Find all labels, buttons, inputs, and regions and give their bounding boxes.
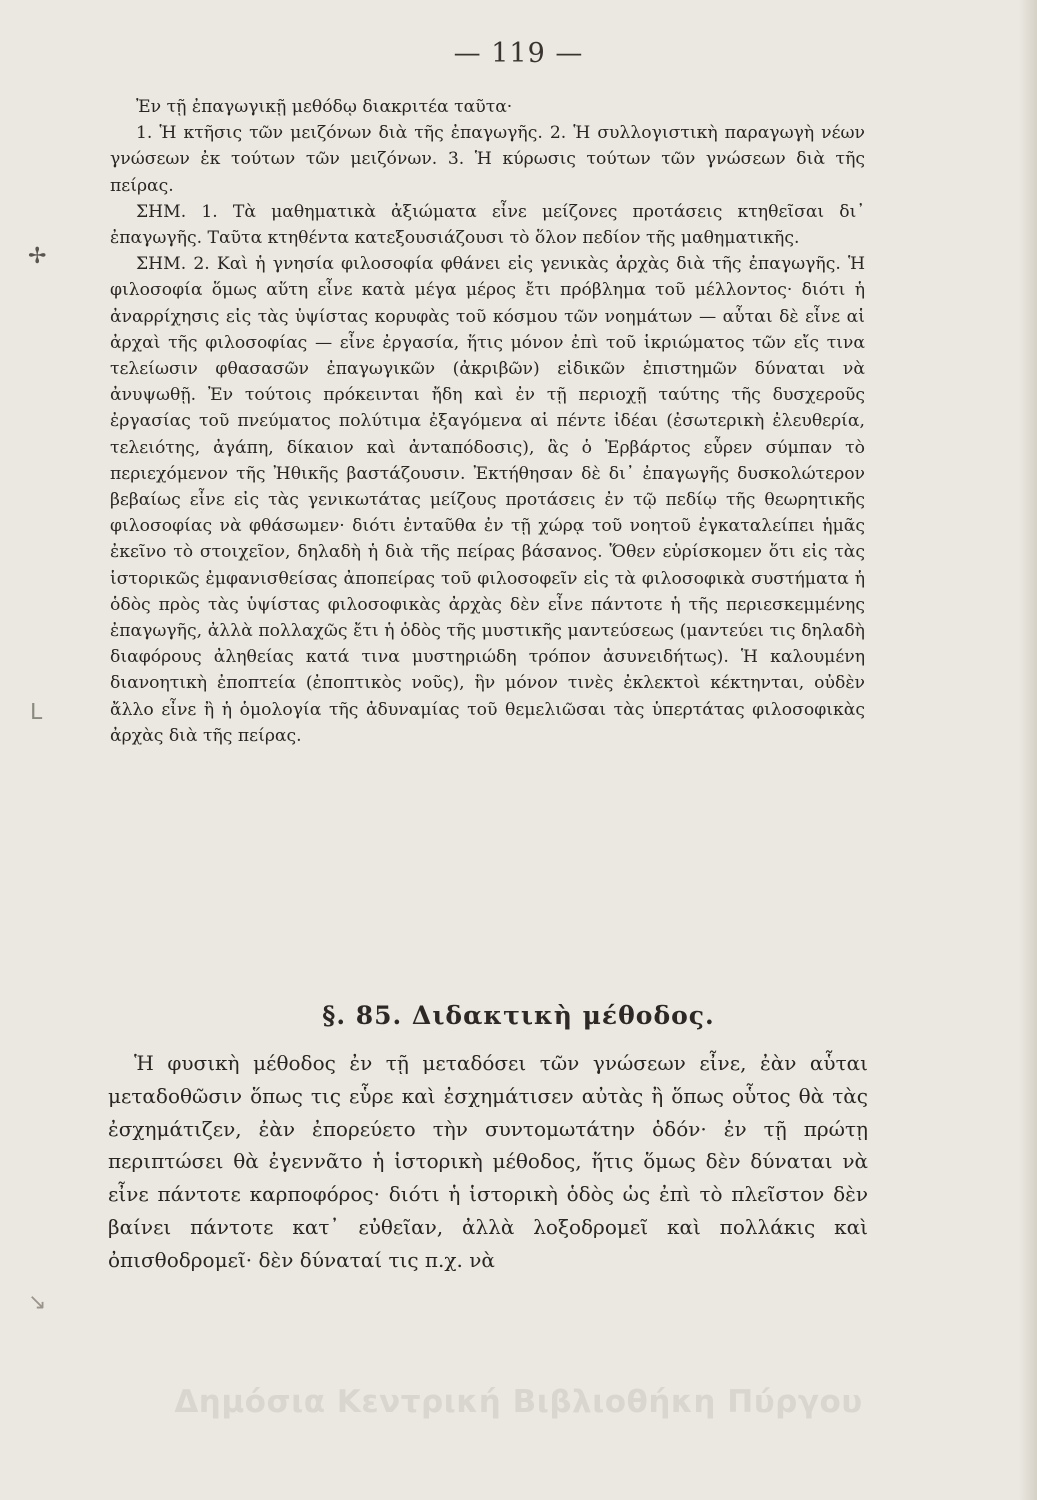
- section-heading: §. 85. Διδακτικὴ μέθοδος.: [322, 1001, 715, 1030]
- lower-text-block: [108, 1047, 868, 1277]
- margin-mark-icon: ✢: [28, 244, 47, 269]
- intro-line: Ἐν τῇ ἐπαγωγικῇ μεθόδῳ διακριτέα ταῦτα·: [136, 97, 513, 117]
- enumeration-paragraph: 1. Ἡ κτῆσις τῶν μειζόνων διὰ τῆς ἐπαγωγῆς. 2. Ἡ συλλογιστικὴ παραγωγὴ νέων γνώσεων ἐκ τούτων τῶν μειζόνων. 3. Ἡ κύρωσις τούτων τῶν γνώσεων διὰ τῆς πείρας.: [110, 123, 865, 196]
- note-2-paragraph: ΣΗΜ. 2. Καὶ ἡ γνησία φιλοσοφία φθάνει εἰς γενικὰς ἀρχὰς διὰ τῆς ἐπαγωγῆς. Ἡ φιλοσοφία ὅμως αὕτη εἶνε κατὰ μέγα μέρος ἔτι πρόβλημα τοῦ μέλλοντος· διότι ἡ ἀναρρίχησις εἰς τὰς ὑψίστας κορυφὰς τοῦ κόσμου τῶν νοημάτων — αὗται δὲ εἶνε αἱ ἀρχαὶ τῆς φιλοσοφίας — εἶνε ἐργασία, ἥτις μόνον ἐπὶ τοῦ ἱκριώματος τῶν εἴς τινα τελείωσιν φθασασῶν ἐπαγωγικῶν (ἀκριβῶν) εἰδικῶν ἐπιστημῶν δύναται νὰ ἀνυψωθῇ. Ἐν τούτοις πρόκεινται ἤδη καὶ ἐν τῇ περιοχῇ ταύτης τῆς δυσχεροῦς ἐργασίας τοῦ πνεύματος πολύτιμα ἐξαγόμενα αἱ πέντε ἰδέαι (ἐσωτερικὴ ἐλευθερία, τελειότης, ἀγάπη, δίκαιον καὶ ἀνταπόδοσις), ἃς ὁ Ἑρβάρτος εὗρεν σύμπαν τὸ περιεχόμενον τῆς Ἠθικῆς βαστάζουσιν. Ἐκτήθησαν δὲ δι᾽ ἐπαγωγῆς δυσκολώτερον βεβαίως εἶνε εἰς τὰς γενικωτάτας μείζους προτάσεις ἐν τῷ πεδίῳ τῆς θεωρητικῆς φιλοσοφίας νὰ φθάσωμεν· διότι ἐνταῦθα ἐν τῇ χώρᾳ τοῦ νοητοῦ ἐγκαταλείπει ἡμᾶς ἐκεῖνο τὸ στοιχεῖον, δηλαδὴ ἡ διὰ τῆς πείρας βάσανος. Ὅθεν εὑρίσκομεν ὅτι εἰς τὰς ἱστορικῶς ἐμφανισθείσας ἀποπείρας τοῦ φιλοσοφεῖν εἰς τὰ φιλοσοφικὰ συστήματα ἡ ὁδὸς πρὸς τὰς ὑψίστας φιλοσοφικὰς ἀρχὰς δὲν εἶνε πάντοτε ἡ τῆς περιεσκεμμένης ἐπαγωγῆς, ἀλλὰ πολλαχῶς ἔτι ἡ ὁδὸς τῆς μυστικῆς μαντεύσεως (μαντεύει τις δηλαδὴ διαφόρους ἀληθείας κατά τινα μυστηριώδη τρόπον ἀσυνειδήτως). Ἡ καλουμένη διανοητικὴ ἐποπτεία (ἐποπτικὸς νοῦς), ἣν μόνον τινὲς ἐκλεκτοὶ κέκτηνται, οὐδὲν ἄλλο εἶνε ἢ ἡ ὁμολογία τῆς ἀδυναμίας τοῦ θεμελιῶσαι τὰς ὑπερτάτας φιλοσοφικὰς ἀρχὰς διὰ τῆς πείρας.: [110, 254, 865, 746]
- page-number: — 119 —: [453, 38, 584, 69]
- margin-mark-icon: ↘: [28, 1290, 47, 1315]
- note-1-paragraph: ΣΗΜ. 1. Τὰ μαθηματικὰ ἀξιώματα εἶνε μείζονες προτάσεις κτηθεῖσαι δι᾽ ἐπαγωγῆς. Ταῦτα κτηθέντα κατεξουσιάζουσι τὸ ὅλον πεδίον τῆς μαθηματικῆς.: [110, 201, 865, 249]
- page-edge-shadow: [1019, 0, 1037, 1500]
- library-watermark: Δημόσια Κεντρική Βιβλιοθήκη Πύργου: [174, 1384, 863, 1420]
- margin-mark-icon: ᒪ: [30, 700, 43, 725]
- upper-text-block: [110, 94, 865, 749]
- method-paragraph: Ἡ φυσικὴ μέθοδος ἐν τῇ μεταδόσει τῶν γνώσεων εἶνε, ἐὰν αὗται μεταδοθῶσιν ὅπως τις εὗρε καὶ ἐσχημάτισεν αὐτὰς ἢ ὅπως οὗτος θὰ τὰς ἐσχημάτιζεν, ἐὰν ἐπορεύετο τὴν συντομωτάτην ὁδόν· ἐν τῇ πρώτῃ περιπτώσει θὰ ἐγεννᾶτο ἡ ἱστορικὴ μέθοδος, ἥτις ὅμως δὲν δύναται νὰ εἶνε πάντοτε καρποφόρος· διότι ἡ ἱστορικὴ ὁδὸς ὡς ἐπὶ τὸ πλεῖστον δὲν βαίνει πάντοτε κατ᾽ εὐθεῖαν, ἀλλὰ λοξοδρομεῖ καὶ πολλάκις καὶ ὀπισθοδρομεῖ· δὲν δύναταί τις π.χ. νὰ: [108, 1051, 868, 1272]
